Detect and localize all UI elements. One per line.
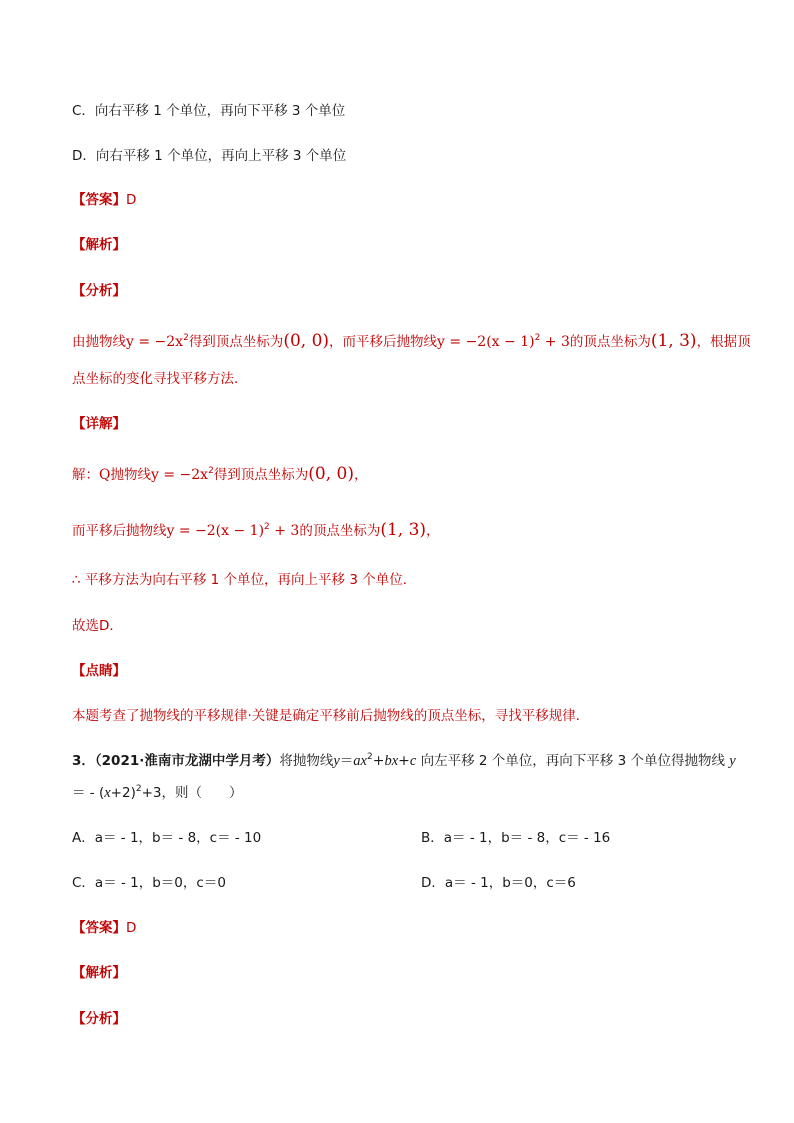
dianjing-tag: 【点睛】	[72, 663, 126, 679]
answer-tag: 【答案】	[72, 192, 126, 208]
option-c-q3: C．a＝ - 1，b＝0，c＝0	[72, 875, 226, 891]
equation-original: y = −2x	[126, 334, 184, 350]
question-source: （2021·淮南市龙湖中学月考）	[94, 753, 280, 769]
dianjing-text: 本题考查了抛物线的平移规律·关键是确定平移前后抛物线的顶点坐标，寻找平移规律．	[72, 708, 590, 724]
fenxi-text-line-2: 点坐标的变化寻找平移方法．	[72, 371, 248, 387]
vertex-original: (0, 0)	[283, 331, 330, 351]
option-d: D．向右平移 1 个单位，再向上平移 3 个单位	[72, 148, 347, 164]
fenxi-tag: 【分析】	[72, 283, 126, 299]
xiangjie-line-4: 故选D．	[72, 618, 123, 634]
question-3-options-row-2	[72, 873, 576, 893]
xiangjie-tag: 【详解】	[72, 416, 126, 432]
because-symbol: Q	[99, 467, 111, 483]
option-d-q3: D．a＝ - 1，b＝0，c＝6	[421, 875, 576, 891]
question-3-stem-line-1: 3．（2021·淮南市龙湖中学月考）将抛物线$y=ax^2+bx+c$ 向左平移 2 个单位，再向下平移 3 个单位得抛物线 y	[72, 752, 736, 769]
question-number: 3．	[72, 753, 95, 769]
question-3-options-row-1	[72, 828, 611, 848]
answer-value: D	[126, 192, 137, 208]
xiangjie-line-1: 解：Q抛物线$y = -2x^2$得到顶点坐标为(0, 0)，	[72, 464, 368, 484]
option-c: C．向右平移 1 个单位，再向下平移 3 个单位	[72, 103, 346, 119]
answer-line	[72, 190, 136, 210]
question-3-stem-line-2: ＝ - $(x+2)^2+3$，则（ ）	[72, 784, 243, 801]
question-3-answer-line: 【答案】D	[72, 920, 137, 936]
question-3-fenxi-tag: 【分析】	[72, 1011, 126, 1027]
jiexi-tag: 【解析】	[72, 237, 126, 253]
xiangjie-line-3: ∴ 平移方法为向右平移 1 个单位，再向上平移 3 个单位．	[72, 572, 417, 588]
option-b: B．a＝ - 1，b＝ - 8，c＝ - 16	[421, 830, 611, 846]
question-3-jiexi-tag: 【解析】	[72, 965, 126, 981]
option-a: A．a＝ - 1，b＝ - 8，c＝ - 10	[72, 830, 262, 846]
fenxi-text-line-1: 由抛物线$y = -2x^2$得到顶点坐标为(0, 0)，而平移后抛物线$y = -2(x - 1)^2 + 3$的顶点坐标为(1, 3)，根据顶	[72, 331, 751, 351]
vertex-shifted: (1, 3)	[650, 331, 697, 351]
xiangjie-line-2: 而平移后抛物线$y = -2(x - 1)^2 + 3$的顶点坐标为(1, 3)，	[72, 520, 440, 540]
equation-shifted: y = −2(x − 1)	[437, 334, 535, 350]
